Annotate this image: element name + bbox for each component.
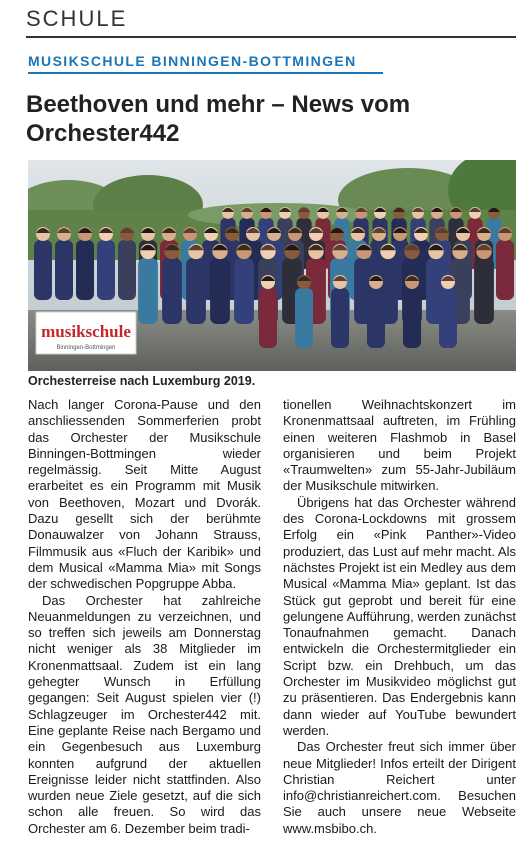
section-title: SCHULE (26, 6, 128, 31)
article-column-2 (283, 397, 516, 837)
kicker: MUSIKSCHULE BINNINGEN-BOTTMINGEN (28, 53, 357, 69)
headline: Beethoven und mehr – News vom Orchester442 (26, 91, 411, 147)
article-column-1 (28, 397, 261, 837)
logo-text: musikschule (41, 322, 131, 341)
kicker-rule (28, 72, 383, 74)
orchestra-photo (28, 160, 516, 371)
paragraph: tionellen Weihnachtskonzert im Kronenmattsaal auftreten, im Frühling einen weiteren Flashmob in Basel organisieren und beim Projekt «Traumwelten» zum 55-Jahr-Jubiläum der Musikschule mitwirken. (283, 397, 516, 494)
paragraph: Übrigens hat das Orchester während des Corona-Lockdowns mit grossem Erfolg ein «Pink Panther»-Video produziert, das Lust auf mehr macht. Als nächstes Projekt ist ein Medley aus dem Musical «Mamma Mia» geplant. Ist das Stück gut geprobt und bereit für eine gelungene Aufführung, werden zunächst Tonaufnahmen gemacht. Danach entwickeln die Orchestermitglieder ein Script bzw. ein Drehbuch, um das Orchester im Musikvideo möglichst gut zu präsentieren. Das Endergebnis kann dann wieder auf YouTube bewundert werden. (283, 494, 516, 738)
paragraph: Nach langer Corona-Pause und den anschliessenden Sommerferien probt das Orchester der Musikschule Binningen-Bottmingen wieder regelmässig. Seit Mitte August erarbeitet es ein Programm mit Musik von Beethoven, Mozart und Dvorák. Dazu gesellt sich der berühmte Donauwalzer von Johann Strauss, Filmmusik aus «Fluch der Karibik» und dem Musical «Mamma Mia» mit Songs der schwedischen Popgruppe Abba. (28, 397, 261, 592)
paragraph: Das Orchester hat zahlreiche Neuanmeldungen zu verzeichnen, und so treffen sich jeweils am Donnerstag nicht weniger als 38 Mitglieder im Kronenmattsaal. Zudem ist ein lang gehegter Wunsch in Erfüllung gegangen: Seit August spielen vier (!) Schlagzeuger im Orchester442 mit. Eine geplante Reise nach Bergamo und ein Gegenbesuch aus Luxemburg konnten aufgrund der aktuellen Ereignisse leider nicht stattfinden. Also wurden neue Ziele gesetzt, auf die sich schon alle freuen. So wird das Orchester am 6. Dezember beim tradi- (28, 592, 261, 836)
section-rule (26, 36, 516, 38)
logo-subtext: Binningen-Bottmingen (56, 345, 116, 351)
paragraph: Das Orchester freut sich immer über neue Mitglieder! Infos erteilt der Dirigent Christian Reichert unter info@christianreichert.com. Besuchen Sie auch unsere neue Webseite www.msbibo.ch. (283, 739, 516, 836)
photo-caption: Orchesterreise nach Luxemburg 2019. (28, 374, 256, 388)
